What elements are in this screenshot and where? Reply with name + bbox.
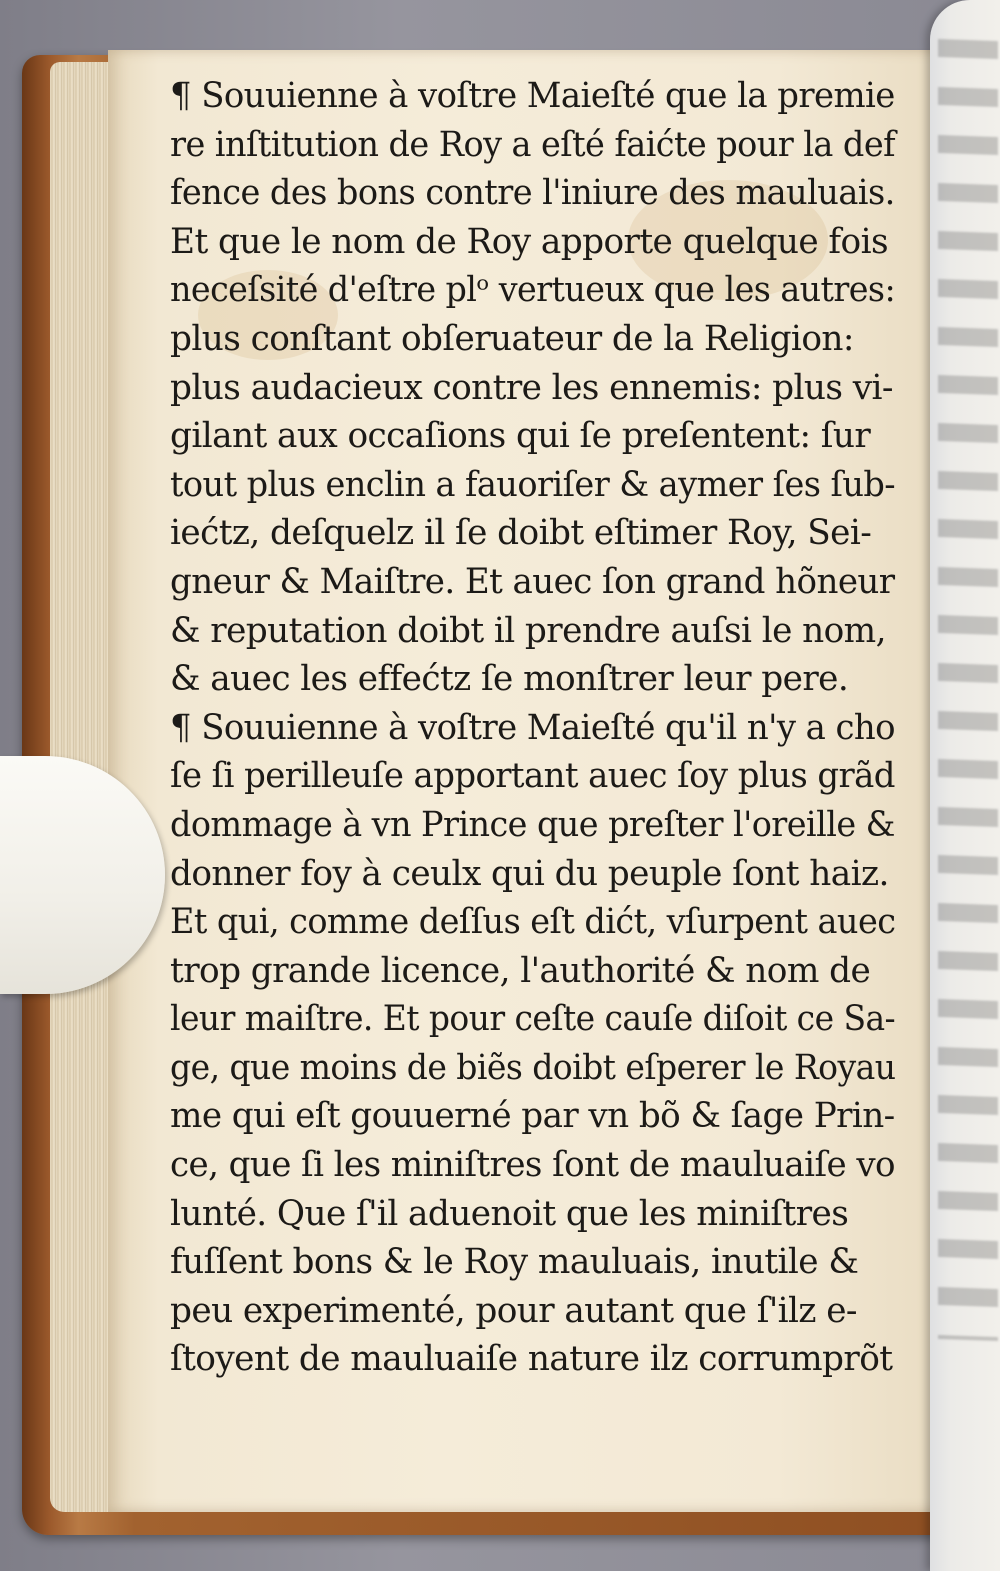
text-line: trop grande licence, l'authorité & nom de — [170, 950, 871, 991]
text-line: Et que le nom de Roy apporte quelque fois — [170, 221, 889, 262]
text-line: ſtoyent de mauluaiſe nature ilz corrumprõt — [170, 1339, 893, 1380]
text-line: Et qui, comme deſſus eſt dićt, vſurpent auec — [170, 902, 896, 943]
text-line: neceſsité d'eſtre plᵒ vertueux que les autres: — [170, 270, 896, 311]
text-line: lunté. Que ſ'il aduenoit que les miniſtres — [170, 1193, 849, 1234]
text-line: tout plus enclin a fauoriſer & aymer ſes ſub- — [170, 464, 896, 505]
facing-page-edge — [930, 0, 1000, 1571]
text-line: fence des bons contre l'iniure des mauluais. — [170, 173, 895, 214]
text-line: ¶ Souuienne à voſtre Maieſté qu'il n'y a cho — [170, 707, 896, 748]
text-line: & auec les effećtz ſe monſtrer leur pere. — [170, 659, 849, 700]
text-line: re inſtitution de Roy a eſté faićte pour la def — [170, 124, 895, 165]
text-line: dommage à vn Prince que preſter l'oreille & — [170, 804, 895, 845]
text-line: iećtz, deſquelz il ſe doibt eſtimer Roy, Sei- — [170, 513, 872, 554]
facing-page-text-bleed — [938, 39, 998, 1341]
text-line: fuſſent bons & le Roy mauluais, inutile & — [170, 1242, 859, 1283]
text-line: & reputation doibt il prendre auſsi le nom, — [170, 610, 886, 651]
text-line: gilant aux occaſions qui ſe preſentent: ſur — [170, 416, 871, 457]
text-line: me qui eſt gouuerné par vn bõ & ſage Prin- — [170, 1096, 895, 1137]
text-line: plus conſtant obſeruateur de la Religion: — [170, 318, 854, 359]
text-line: gneur & Maiſtre. Et auec ſon grand hõneur — [170, 561, 895, 602]
text-line: leur maiſtre. Et pour ceſte cauſe diſoit ce Sa- — [170, 999, 896, 1040]
text-line: ¶ Souuienne à voſtre Maieſté que la premie — [170, 76, 895, 116]
text-line: peu experimenté, pour autant que ſ'ilz e- — [170, 1290, 857, 1331]
page-text — [170, 72, 910, 1384]
text-line: donner foy à ceulx qui du peuple ſont haiz. — [170, 853, 889, 894]
text-line: plus audacieux contre les ennemis: plus vi- — [170, 367, 893, 408]
text-line: ſe ſi perilleuſe apportant auec ſoy plus grãd — [170, 756, 895, 797]
text-line: ce, que ſi les miniſtres ſont de mauluaiſe vo — [170, 1145, 895, 1186]
text-line: ge, que moins de biẽs doibt eſperer le Royau — [170, 1047, 896, 1088]
